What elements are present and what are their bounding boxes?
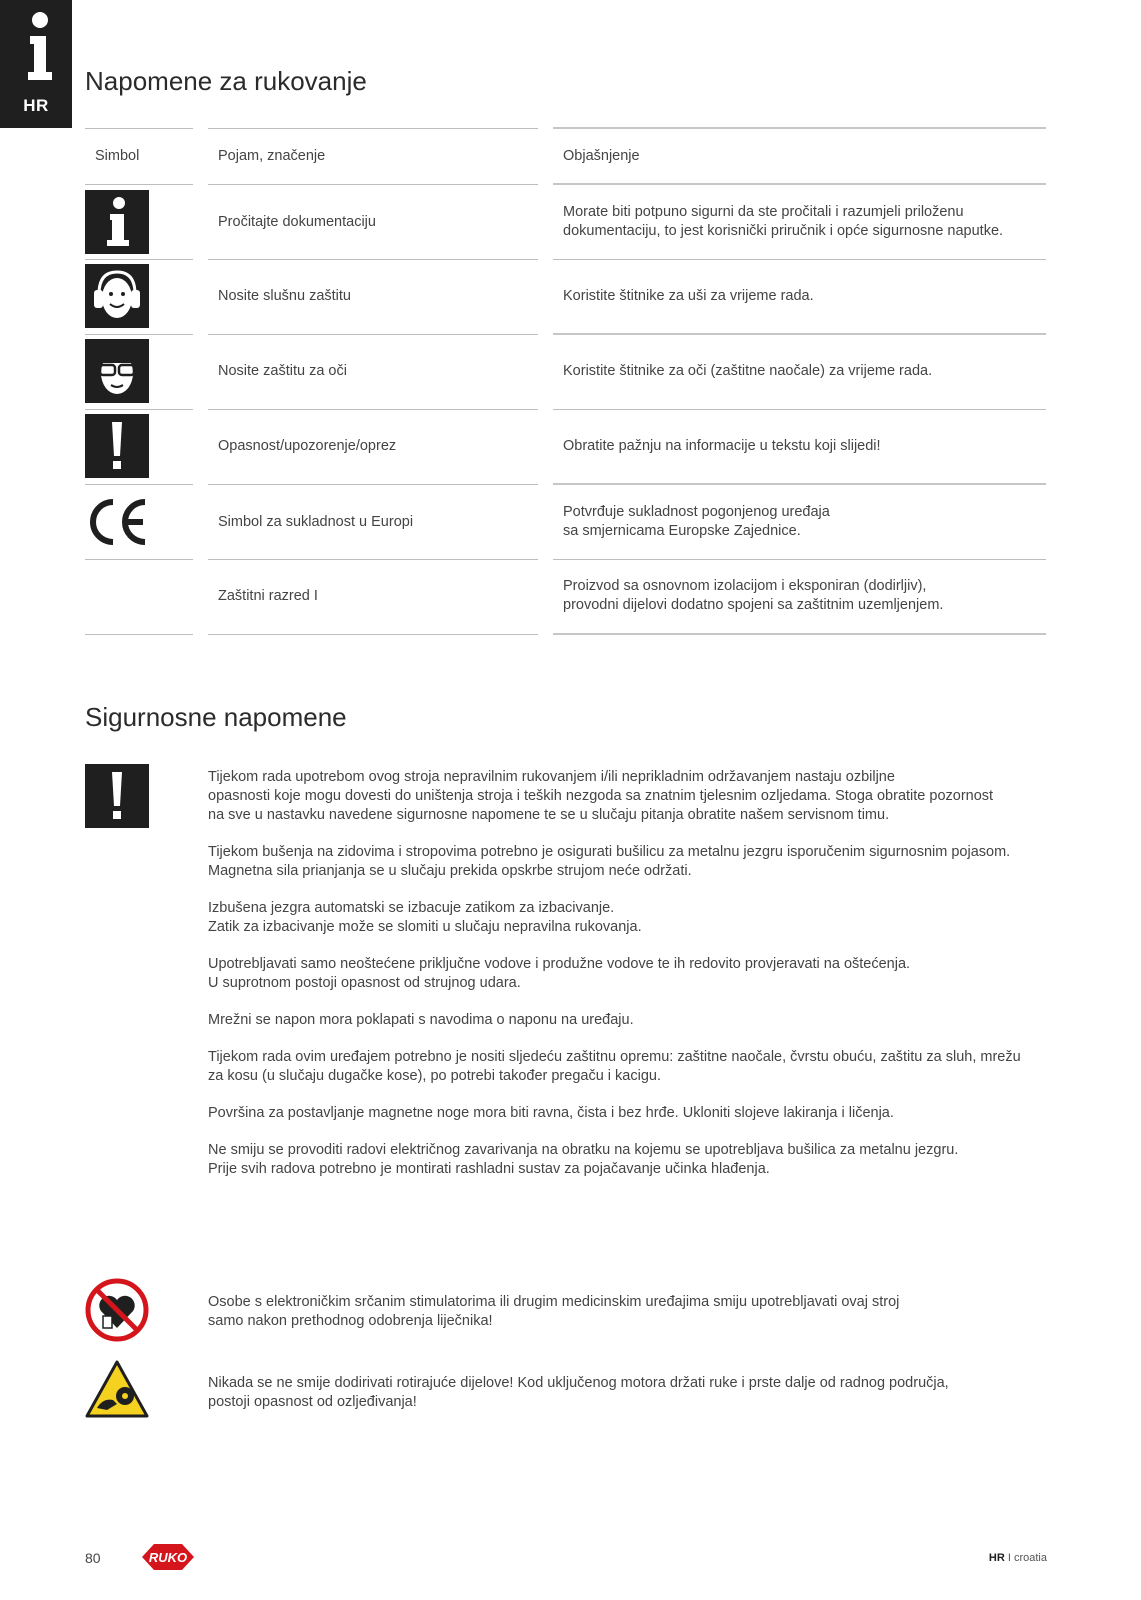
ear-protection-icon (85, 264, 149, 328)
header-symbol: Simbol (95, 148, 140, 164)
section-title: Sigurnosne napomene (85, 702, 347, 732)
table-row-term: Nosite zaštitu za oči (218, 362, 347, 379)
safety-paragraph: Tijekom rada upotrebom ovog stroja nepravilnim rukovanjem i/ili neprikladnim održavanjem nastaju ozbiljne opasnosti koje mogu dovesti do uništenja stroja i teških nezgoda sa znatnim tjelesnim ozljedama. Stoga obratite pozornost na sve u nastavku navedene sigurnosne napomene te se u slučaju pitanja obratite našem servisnom timu. (208, 769, 994, 823)
info-icon (85, 190, 149, 254)
safety-paragraph: Mrežni se napon mora poklapati s navodima o naponu na uređaju. (208, 1012, 634, 1028)
safety-paragraph: Ne smiju se provoditi radovi električnog zavarivanja na obratku na kojemu se upotrebljava bušilica za metalnu jezgru. Prije svih radova potrebno je montirati rashladni sustav za pojačavanje učinka hlađenja. (208, 1142, 959, 1177)
table-row-explanation: Koristite štitnike za oči (zaštitne naočale) za vrijeme rada. (563, 362, 933, 379)
table-row-term: Pročitajte dokumentaciju (218, 213, 376, 230)
language-tab (0, 0, 72, 128)
ruko-logo (140, 1540, 196, 1574)
page-title: Napomene za rukovanje (85, 66, 367, 96)
table-row-term: Nosite slušnu zaštitu (218, 287, 351, 304)
info-icon (0, 6, 72, 86)
no-pacemaker-icon (85, 1278, 149, 1342)
table-row-explanation: Potvrđuje sukladnost pogonjenog uređaja sa smjernicama Europske Zajednice. (563, 504, 830, 539)
safety-paragraph: Izbušena jezgra automatski se izbacuje zatikom za izbacivanje. Zatik za izbacivanje može se slomiti u slučaju nepravilna rukovanja. (208, 900, 642, 935)
pacemaker-note: Osobe s elektroničkim srčanim stimulatorima ili drugim medicinskim uređajima smiju upotrebljavati ovaj stroj samo nakon prethodnog odobrenja liječnika! (208, 1294, 900, 1329)
safety-paragraph: Tijekom bušenja na zidovima i stropovima potrebno je osigurati bušilicu za metalnu jezgru isporučenim sigurnosnim pojasom. Magnetna sila prianjanja se u slučaju prekida opskrbe strujom neće održati. (208, 844, 1011, 879)
brand-name: RUKO (148, 1550, 188, 1565)
safety-paragraph: Upotrebljavati samo neoštećene priključne vodove i produžne vodove te ih redovito provjeravati na oštećenja. U suprotnom postoji opasnost od strujnog udara. (208, 956, 911, 991)
eye-protection-icon (85, 339, 149, 403)
page-number: 80 (85, 1550, 101, 1566)
table-row-term: Zaštitni razred I (218, 587, 318, 604)
table-row-term: Opasnost/upozorenje/oprez (218, 437, 397, 454)
ce-mark-icon (85, 490, 149, 554)
rotating-parts-note: Nikada se ne smije dodirivati rotirajuće dijelove! Kod uključenog motora držati ruke i prste dalje od radnog područja, postoji opasnost od ozljeđivanja! (208, 1375, 949, 1410)
safety-paragraphs (208, 768, 1048, 1197)
safety-paragraph: Tijekom rada ovim uređajem potrebno je nositi sljedeću zaštitnu opremu: zaštitne naočale, čvrstu obuću, zaštitu za sluh, mrežu za kosu (u slučaju dugačke kose), po potrebi također pregaču i kacigu. (208, 1049, 1021, 1084)
header-explanation: Objašnjenje (563, 148, 640, 164)
footer-language (989, 1552, 1047, 1564)
warning-exclamation-icon (85, 414, 149, 478)
language-code: HR (23, 96, 49, 115)
footer-lang-name: I croatia (1004, 1552, 1047, 1564)
safety-paragraph: Površina za postavljanje magnetne noge mora biti ravna, čista i bez hrđe. Ukloniti slojeve lakiranja i ličenja. (208, 1105, 894, 1121)
table-row-term: Simbol za sukladnost u Europi (218, 513, 414, 530)
table-row-explanation: Koristite štitnike za uši za vrijeme rada. (563, 287, 814, 304)
table-row-explanation: Obratite pažnju na informacije u tekstu koji slijedi! (563, 437, 881, 454)
table-row-explanation: Morate biti potpuno sigurni da ste pročitali i razumjeli priloženu dokumentaciju, to jest korisnički priručnik i opće sigurnosne naputke. (563, 204, 1004, 239)
footer-lang-code: HR (988, 1552, 1005, 1564)
warning-exclamation-icon (85, 764, 149, 828)
table-row-explanation: Proizvod sa osnovnom izolacijom i eksponiran (dodirljiv), provodni dijelovi dodatno spojeni sa zaštitnim uzemljenjem. (563, 578, 944, 613)
rotating-parts-warning-icon (85, 1358, 149, 1422)
header-term: Pojam, značenje (218, 148, 326, 164)
